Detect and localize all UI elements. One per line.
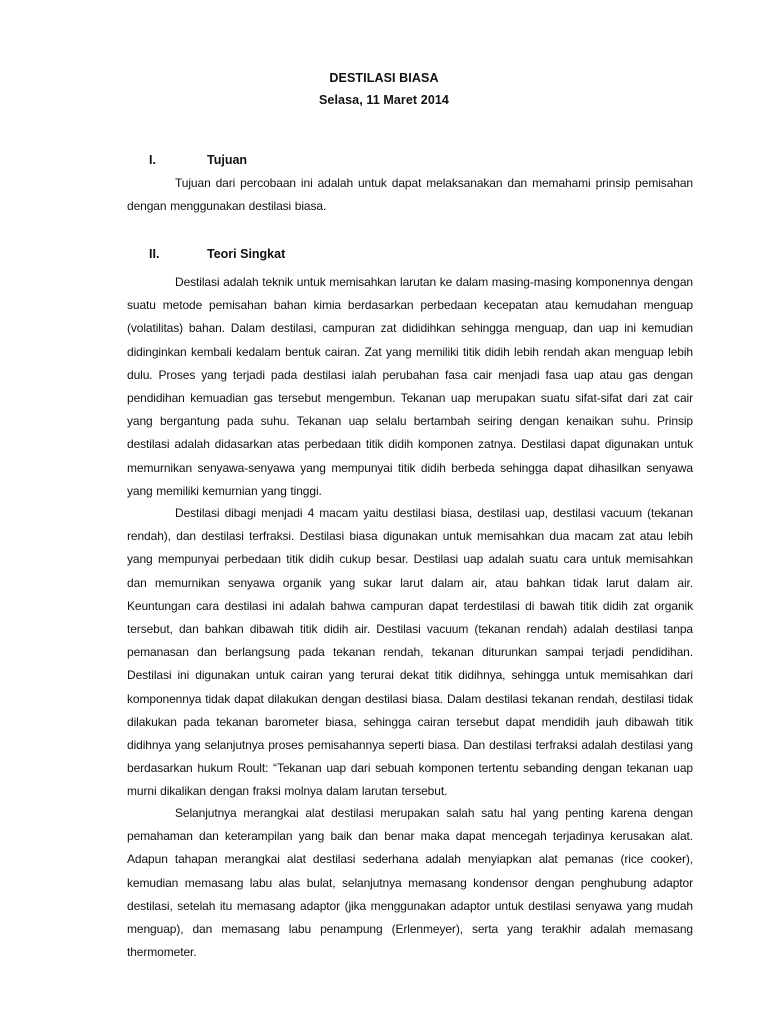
document-date: Selasa, 11 Maret 2014 (319, 93, 449, 107)
section-title: Teori Singkat (207, 247, 286, 261)
document-header (0, 67, 768, 111)
paragraph-teori-3: Selanjutnya merangkai alat destilasi merupakan salah satu hal yang penting karena dengan pemahaman dan keterampilan yang baik dan benar maka dapat mencegah terjadinya kerusakan alat. Adapun tahapan merangkai alat destilasi sederhana adalah menyiapkan alat pemanas (rice cooker), kemudian memasang labu alas bulat, selanjutnya memasang kondensor dengan penghubung adaptor destilasi, setelah itu memasang adaptor (jika menggunakan adaptor untuk destilasi senyawa yang mudah menguap), dan memasang labu penampung (Erlenmeyer), serta yang terakhir adalah memasang thermometer. (127, 806, 693, 960)
section-title: Tujuan (207, 153, 248, 167)
section-heading-tujuan (149, 150, 247, 170)
paragraph-teori-1: Destilasi adalah teknik untuk memisahkan larutan ke dalam masing-masing komponennya dengan suatu metode pemisahan bahan kimia berdasarkan perbedaan kecepatan atau kemudahan menguap (volatilitas) bahan. Dalam destilasi, campuran zat dididihkan sehingga menguap, dan uap ini kemudian didinginkan kembali kedalam bentuk cairan. Zat yang memiliki titik didih lebih rendah akan menguap lebih dulu. Proses yang terjadi pada destilasi ialah perubahan fasa cair menjadi fasa uap atau gas dengan pendidihan kemuadian gas tersebut mengembun. Tekanan uap merupakan suatu sifat-sifat dari zat cair yang bergantung pada suhu. Tekanan uap selalu bertambah seiring dengan kenaikan suhu. Prinsip destilasi adalah didasarkan atas perbedaan titik didih komponen zatnya. Destilasi dapat digunakan untuk memurnikan senyawa-senyawa yang mempunyai titik didih berbeda sehingga dapat dihasilkan senyawa yang memiliki kemurnian yang tinggi. (127, 275, 693, 498)
document-title: DESTILASI BIASA (329, 71, 439, 85)
paragraph-teori-2: Destilasi dibagi menjadi 4 macam yaitu destilasi biasa, destilasi uap, destilasi vacuum (tekanan rendah), dan destilasi terfraksi. Destilasi biasa digunakan untuk memisahkan dua macam zat atau lebih yang mempunyai perbedaan titik didih cukup besar. Destilasi uap adalah suatu cara untuk memisahkan dan memurnikan senyawa organik yang sukar larut dalam air, atau bahkan tidak larut dalam air. Keuntungan cara destilasi ini adalah bahwa campuran dapat terdestilasi di bawah titik didih zat organik tersebut, dan bahkan dibawah titik didih air. Destilasi vacuum (tekanan rendah) adalah destilasi tanpa pemanasan dan berlangsung pada tekanan rendah, tekanan diturunkan sampai terjadi pendidihan. Destilasi ini digunakan untuk cairan yang terurai dekat titik didihnya, sehingga untuk memisahkan dari komponennya tidak dapat dilakukan dengan destilasi biasa. Dalam destilasi tekanan rendah, destilasi tidak dilakukan pada tekanan barometer biasa, sehingga cairan tersebut dapat mendidih jauh dibawah titik didihnya yang selanjutnya proses pemisahannya seperti biasa. Dan destilasi terfraksi adalah destilasi yang berdasarkan hukum Roult: “Tekanan uap dari sebuah komponen tertentu sebanding dengan tekanan uap murni dikalikan dengan fraksi molnya dalam larutan tersebut. (127, 506, 693, 799)
section-heading-teori-singkat (149, 244, 285, 264)
paragraph-tujuan: Tujuan dari percobaan ini adalah untuk dapat melaksanakan dan memahami prinsip pemisahan dengan menggunakan destilasi biasa. (127, 176, 693, 214)
section-number: II. (149, 247, 160, 261)
section-number: I. (149, 153, 156, 167)
